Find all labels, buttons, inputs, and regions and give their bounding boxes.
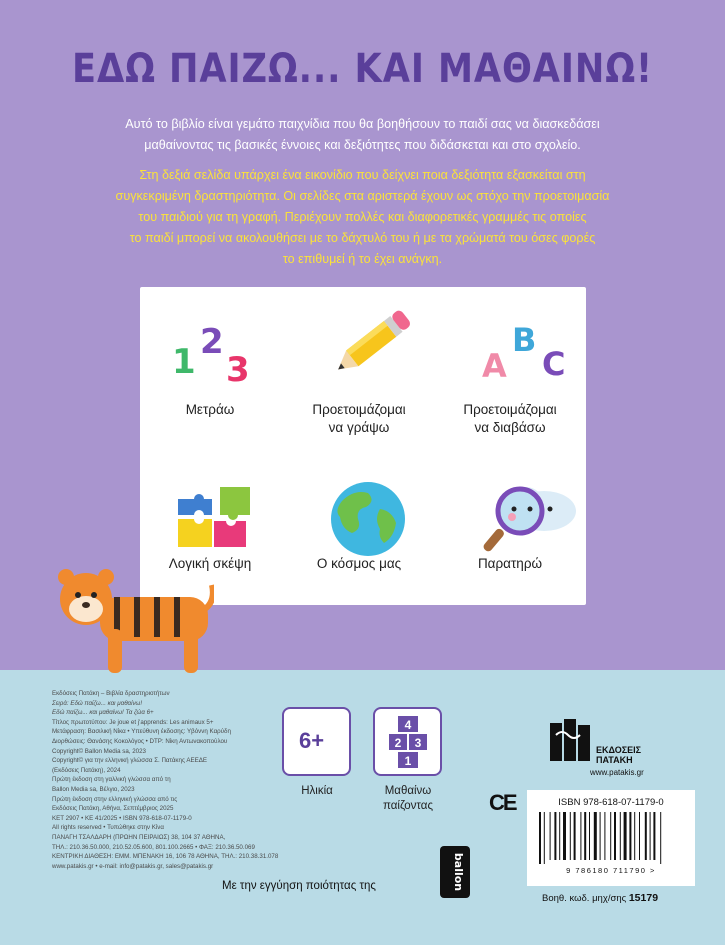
- hopscotch-caption: [353, 784, 463, 814]
- age-caption: Ηλικία: [301, 785, 333, 797]
- skill-label: Ο κόσμος μας: [316, 556, 402, 571]
- svg-text:C: C: [542, 345, 566, 383]
- svg-text:3: 3: [226, 350, 250, 383]
- credit-line: ΚΕΤ 2907 • ΚΕ 41/2025 • ISBN 978-618-07-1179-0: [52, 814, 192, 822]
- credit-line: Copyright© Ballon Media sa, 2023: [52, 747, 146, 755]
- skill-reading: [436, 401, 584, 437]
- credit-line: (Εκδόσεις Πατάκη), 2024: [52, 766, 121, 774]
- svg-text:1: 1: [172, 342, 196, 382]
- publisher-name-line: ΠΑΤΑΚΗ: [596, 755, 633, 765]
- code-label: Βοηθ. κωδ. μηχ/σης: [542, 893, 627, 904]
- credit-line: www.patakis.gr • e-mail: info@patakis.gr, sales@patakis.gr: [52, 862, 214, 870]
- ce-mark: CE: [489, 790, 516, 815]
- numbers-123-icon: [170, 309, 250, 383]
- letters-abc-icon: [480, 317, 570, 387]
- svg-text:B: B: [512, 321, 537, 359]
- isbn-box: [527, 790, 695, 886]
- highlight-line: συγκεκριμένη δραστηριότητα. Οι σελίδες στα αριστερά έχουν ως στόχο την προετοιμασία: [115, 189, 610, 203]
- hopscotch-cell: 1: [404, 754, 412, 768]
- highlight-text: [95, 165, 630, 270]
- credit-line: Εδώ παίζω... και μαθαίνω! Τα ζώα 6+: [52, 709, 154, 717]
- tiger-illustration: [44, 565, 214, 675]
- globe-icon: [328, 479, 408, 559]
- credit-line: Σειρά: Εδώ παίζω... και μαθαίνω!: [52, 699, 143, 707]
- publisher-name-line: ΕΚΔΟΣΕΙΣ: [596, 745, 642, 755]
- colophon-credits: [52, 689, 279, 871]
- magnifier-icon: [472, 481, 582, 557]
- hopscotch-caption-line: Μαθαίνω: [384, 785, 432, 797]
- barcode-digits: 9 786180 711790 >: [566, 866, 656, 875]
- credit-line: ΠΑΝΑΓΗ ΤΣΑΛΔΑΡΗ (ΠΡΩΗΝ ΠΕΙΡΑΙΩΣ) 38, 104 37 ΑΘΗΝΑ,: [52, 833, 226, 841]
- skill-label: Προετοιμάζομαι: [312, 402, 406, 417]
- credit-line: Copyright© για την ελληνική γλώσσα Σ. Πατάκης ΑΕΕΔΕ: [52, 757, 207, 765]
- skill-label: να γράψω: [328, 420, 390, 435]
- skill-counting: [136, 401, 284, 419]
- highlight-line: το παιδί μπορεί να ακολουθήσει με το δάχτυλό του ή με τα χρώματά του όσες φορές: [129, 231, 596, 245]
- book-title: ΕΔΩ ΠΑΙΖΩ... ΚΑΙ ΜΑΘΑΙΝΩ!: [72, 46, 653, 92]
- hopscotch-caption-line: παίζοντας: [383, 800, 433, 812]
- credit-line: ΤΗΛ.: 210.36.50.000, 210.52.05.600, 801.100.2665 • ΦΑΞ: 210.36.50.069: [52, 843, 255, 851]
- machine-code: [542, 892, 658, 904]
- credit-line: Ballon Media sa, Βέλγιο, 2023: [52, 785, 135, 793]
- code-value: 15179: [628, 892, 659, 904]
- quality-note: Με την εγγύηση ποιότητας της: [222, 880, 376, 892]
- hopscotch-cell: 3: [414, 736, 422, 750]
- credit-line: All rights reserved • Τυπώθηκε στην Κίνα: [52, 824, 164, 832]
- skill-writing: [285, 401, 433, 437]
- skill-label: να διαβάσω: [474, 420, 546, 435]
- skills-card: [140, 287, 586, 605]
- credit-line: ΚΕΝΤΡΙΚΗ ΔΙΑΘΕΣΗ: ΕΜΜ. ΜΠΕΝΑΚΗ 16, 106 78 ΑΘΗΝΑ, ΤΗΛ.: 210.38.31.078: [52, 853, 279, 861]
- hopscotch-icon: [388, 715, 428, 769]
- skill-label: Προετοιμάζομαι: [463, 402, 557, 417]
- credit-line: Εκδόσεις Πατάκη – Βιβλία δραστηριοτήτων: [52, 690, 170, 697]
- publisher-url: www.patakis.gr: [590, 768, 644, 777]
- skill-world: [285, 555, 433, 573]
- hopscotch-cell: 4: [404, 718, 412, 732]
- isbn-text: ISBN 978-618-07-1179-0: [558, 797, 664, 808]
- ballon-logo-icon: [440, 846, 470, 898]
- skill-label: Λογική σκέψη: [168, 556, 252, 571]
- credit-line: Τίτλος πρωτοτύπου: Je joue et j'apprends: Les animaux 5+: [52, 718, 214, 726]
- skill-observing: [436, 555, 584, 573]
- credit-line: Μετάφραση: Βασιλική Νίκα • Υπεύθυνη έκδοσης: Υβόννη Καρύδη: [52, 728, 231, 736]
- puzzle-icon: [176, 481, 256, 551]
- skill-label: Μετράω: [185, 402, 235, 417]
- hopscotch-cell: 2: [394, 736, 402, 750]
- credit-line: Πρώτη έκδοση στην ελληνική γλώσσα από τις: [52, 795, 178, 803]
- svg-text:2: 2: [200, 322, 224, 362]
- publisher-name: [596, 745, 641, 765]
- intro-line: Αυτό το βιβλίο είναι γεμάτο παιχνίδια που θα βοηθήσουν το παιδί σας να διασκεδάσει: [125, 117, 600, 131]
- barcode-icon: [535, 812, 687, 864]
- age-value: 6+: [299, 728, 325, 753]
- highlight-line: του παιδιού για τη γραφή. Περιέχουν πολλές και διαφορετικές γραμμές τις οποίες: [138, 210, 587, 224]
- skill-label: Παρατηρώ: [477, 556, 543, 571]
- hopscotch-badge: [373, 707, 442, 776]
- ballon-logo-text: ballon: [452, 852, 465, 892]
- highlight-line: Στη δεξιά σελίδα υπάρχει ένα εικονίδιο που δείχνει ποια δεξιότητα εξασκείται στη: [139, 168, 586, 182]
- pencil-icon: [325, 301, 420, 385]
- credit-line: Διορθώσεις: Θανάσης Κοκολόγος • DTP: Νίκη Αντωνακοπούλου: [52, 737, 228, 745]
- age-badge: [282, 707, 351, 776]
- highlight-line: το επιθυμεί ή το έχει ανάγκη.: [282, 252, 443, 266]
- credit-line: Πρώτη έκδοση στη γαλλική γλώσσα από τη: [52, 776, 171, 784]
- intro-line: μαθαίνοντας τις βασικές έννοιες και δεξιότητες που διδάσκεται και στο σχολείο.: [144, 138, 581, 152]
- intro-text: [95, 114, 630, 156]
- credit-line: Εκδόσεις Πατάκη, Αθήνα, Σεπτέμβριος 2025: [52, 805, 174, 813]
- svg-text:A: A: [482, 347, 507, 385]
